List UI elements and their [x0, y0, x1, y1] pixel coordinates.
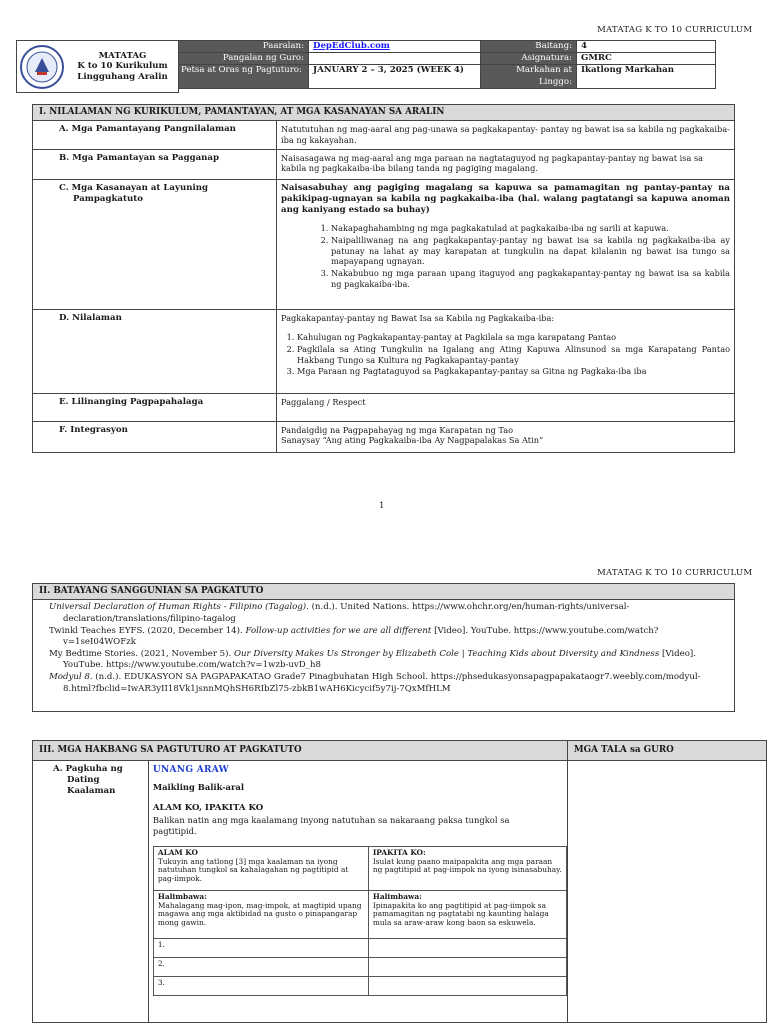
table-row: 1.: [153, 938, 368, 957]
reference-item: Twinkl Teaches EYFS. (2020, December 14). Follow-up activities for we are all different [Video]. YouTube. https://www.youtube.com/watch?v=1seI04WOFzk: [49, 625, 659, 648]
list-item: 3. Nakabubuo ng mga paraan upang itaguyod ang pagkakapantay-pantay ng bawat isa sa kabila ng pagkakaiba-iba.: [331, 268, 730, 289]
alam-ko-header: ALAM KO Tukuyin ang tatlong [3] mga kaalaman na iyong natutuhan tungkol sa kahalagahan ng pagtitipid at pag-iimpok.: [153, 846, 368, 890]
row-a3-content: [148, 761, 567, 1023]
objective-intro: Naisasabuhay ang pagiging magalang sa kapuwa sa pamamagitan ng pantay-pantay na pakikipag-ugnayan sa kabila ng pagkakaiba-iba (hal. walang pagtatangi sa kapuwa anoman ang kaniyang estado sa buhay): [281, 182, 730, 216]
answer-cell[interactable]: [368, 938, 566, 957]
row-a3-label: A. Pagkuha ng Dating Kaalaman: [33, 761, 149, 1023]
row-c-content: [277, 179, 735, 309]
teacher-notes-cell[interactable]: [567, 761, 766, 1023]
references-cell: [33, 600, 735, 712]
subject-value: GMRC: [577, 53, 716, 65]
example-ipakita: Halimbawa: Ipinapakita ko ang pagtitipid at pag-iimpok sa pamamagitan ng pagtatabi ng kaunting halaga mula sa araw-araw kong baon sa eskuwela.: [368, 890, 566, 938]
deped-seal-icon: [19, 44, 65, 90]
row-a-content: Natututuhan ng mag-aaral ang pag-unawa sa pagkakapantay- pantay ng bawat isa sa kabila ng pagkakaiba-iba ng kakayahan.: [277, 121, 735, 149]
list-item: 1. Nakapaghahambing ng mga pagkakatulad at pagkakaiba-iba ng sarili at kapuwa.: [331, 223, 730, 234]
ipakita-ko-header: IPAKITA KO: Isulat kung paano maipapakita ang mga paraan ng pagtitipid at pag-iimpok na iyong isinasabuhay.: [368, 846, 566, 890]
row-a-label: A. Mga Pamantayang Pangnilalaman: [33, 121, 277, 149]
answer-cell[interactable]: [368, 957, 566, 976]
quarter-value: Ikatlong Markahan: [577, 65, 716, 89]
date-value: JANUARY 2 – 3, 2025 (WEEK 4): [309, 65, 481, 89]
grade-label: Baitang:: [481, 41, 577, 53]
curriculum-header: MATATAG K TO 10 CURRICULUM: [597, 25, 753, 35]
section3-table: [32, 740, 767, 1023]
list-item: 2. Pagkilala sa Ating Tungkulin na Igalang ang Ating Kapuwa Alinsunod sa mga Karapatang Pantao Hakbang Tungo sa Kultura ng Pagkakapantay-pantay: [297, 344, 730, 365]
teacher-value: [309, 53, 481, 65]
teacher-label: Pangalan ng Guro:: [179, 53, 309, 65]
row-e-label: E. Lilinanging Pagpapahalaga: [33, 393, 277, 421]
reference-item: Universal Declaration of Human Rights - Filipino (Tagalog). (n.d.). United Nations. https://www.ohchr.org/en/human-rights/universal-declaration/translations/filipino-tagalog: [49, 602, 630, 625]
reference-item: Modyul 8. (n.d.). EDUKASYON SA PAGPAPAKATAO Grade7 Pinagbuhatan High School. https://phsedukasyonsapagpapakataogr7.weebly.com/modyul-8.html?fbclid=IwAR3yII18Vk1jsnnMQhSH6RIbZl75-zbkB1wAH6Kicycif5y7ij-7QxMfHLM: [49, 671, 701, 694]
alam-ipakita-table: [153, 846, 567, 996]
section1-title: I. NILALAMAN NG KURIKULUM, PAMANTAYAN, AT MGA KASANAYAN SA ARALIN: [33, 105, 735, 121]
subject-label: Asignatura:: [481, 53, 577, 65]
section3-title: III. MGA HAKBANG SA PAGTUTURO AT PAGKATUTO: [33, 741, 568, 761]
list-item: 3. Mga Paraan ng Pagtataguyod sa Pagkakapantay-pantay sa Gitna ng Pagkaka-iba iba: [297, 366, 730, 377]
brand-text: MATATAG K to 10 Kurikulum Lingguhang Aralin: [77, 50, 168, 83]
activity-title: ALAM KO, IPAKITA KO: [152, 802, 264, 813]
row-d-content: Pagkakapantay-pantay ng Bawat Isa sa Kabila ng Pagkakaiba-iba: 1. Kahulugan ng Pagkakapantay-pantay at Pagkilala sa mga karapatang Pantao 2. Pagkilala sa Ating Tungkulin na Igalang ang Ating Kapuwa Alinsunod sa mga Karapatang Pantao Hakbang Tungo sa Kultura ng Pagkakapantay-pantay 3. Mga Paraan ng Pagtataguyod sa Pagkakapantay-pantay sa Gitna ng Pagkaka-iba iba: [277, 309, 735, 393]
reference-item: My Bedtime Stories. (2021, November 5). Our Diversity Makes Us Stronger by Elizabeth Cole | Teaching Kids about Diversity and Kindness [Video]. YouTube. https://www.youtube.com/watch?v=1wzb-uvD_h8: [49, 648, 696, 671]
row-d-label: D. Nilalaman: [33, 309, 277, 393]
answer-cell[interactable]: [368, 976, 566, 995]
row-f-content: Pandaigdig na Pagpapahayag ng mga Karapatan ng Tao Sanaysay “Ang ating Pagkakaiba-iba Ay Nagpapalakas Sa Atin”: [277, 421, 735, 452]
curriculum-header-2: MATATAG K TO 10 CURRICULUM: [597, 568, 753, 578]
lesson-header-table: [16, 40, 716, 93]
example-alam: Halimbawa: Mahalagang mag-ipon, mag-impok, at magtipid upang magawa ang mga aktibidad na gusto o pinapangarap mong gawin.: [153, 890, 368, 938]
table-row: 3.: [153, 976, 368, 995]
day-title: UNANG ARAW: [152, 765, 230, 775]
section2-title: II. BATAYANG SANGGUNIAN SA PAGKATUTO: [33, 584, 735, 600]
header-brand-cell: [17, 41, 179, 93]
row-b-label: B. Mga Pamantayan sa Pagganap: [33, 149, 277, 179]
list-item: 2. Naipaliliwanag na ang pagkakapantay-pantay ng bawat isa sa kabila ng pagkakaiba-iba ay patunay na lahat ay may karapatan at tungkulin na dapat kilalanin ng bawat isa tungo sa mapayapang ugnayan.: [331, 235, 730, 267]
teacher-notes-title: MGA TALA sa GURO: [567, 741, 766, 761]
content-list: [281, 332, 730, 377]
date-label: Petsa at Oras ng Pagtuturo:: [179, 65, 309, 89]
table-row: 2.: [153, 957, 368, 976]
section2-table: [32, 583, 735, 712]
review-subtitle: Maikling Balik-aral: [152, 781, 245, 792]
row-c-label: C. Mga Kasanayan at Layuning Pampagkatuto: [33, 179, 277, 309]
row-f-label: F. Integrasyon: [33, 421, 277, 452]
school-link[interactable]: DepEdClub.com: [313, 41, 390, 51]
list-item: 1. Kahulugan ng Pagkakapantay-pantay at Pagkilala sa mga karapatang Pantao: [297, 332, 730, 343]
row-e-content: Paggalang / Respect: [277, 393, 735, 421]
grade-value: 4: [577, 41, 716, 53]
activity-instruction: Balikan natin ang mga kaalamang inyong natutuhan sa nakaraang paksa tungkol sa pagtitipid.: [152, 814, 510, 836]
page-number: 1: [379, 501, 385, 511]
section1-table: [32, 104, 735, 453]
objective-list: [281, 223, 730, 289]
school-label: Paaralan:: [179, 41, 309, 53]
row-b-content: Naisasagawa ng mag-aaral ang mga paraan na nagtataguyod ng pagkapantay-pantay ng bawat isa sa kabila ng pagkakaiba-iba bilang tanda ng pagiging magalang.: [277, 149, 735, 179]
school-value[interactable]: [309, 41, 481, 53]
quarter-label: Markahan at Linggo:: [481, 65, 577, 89]
